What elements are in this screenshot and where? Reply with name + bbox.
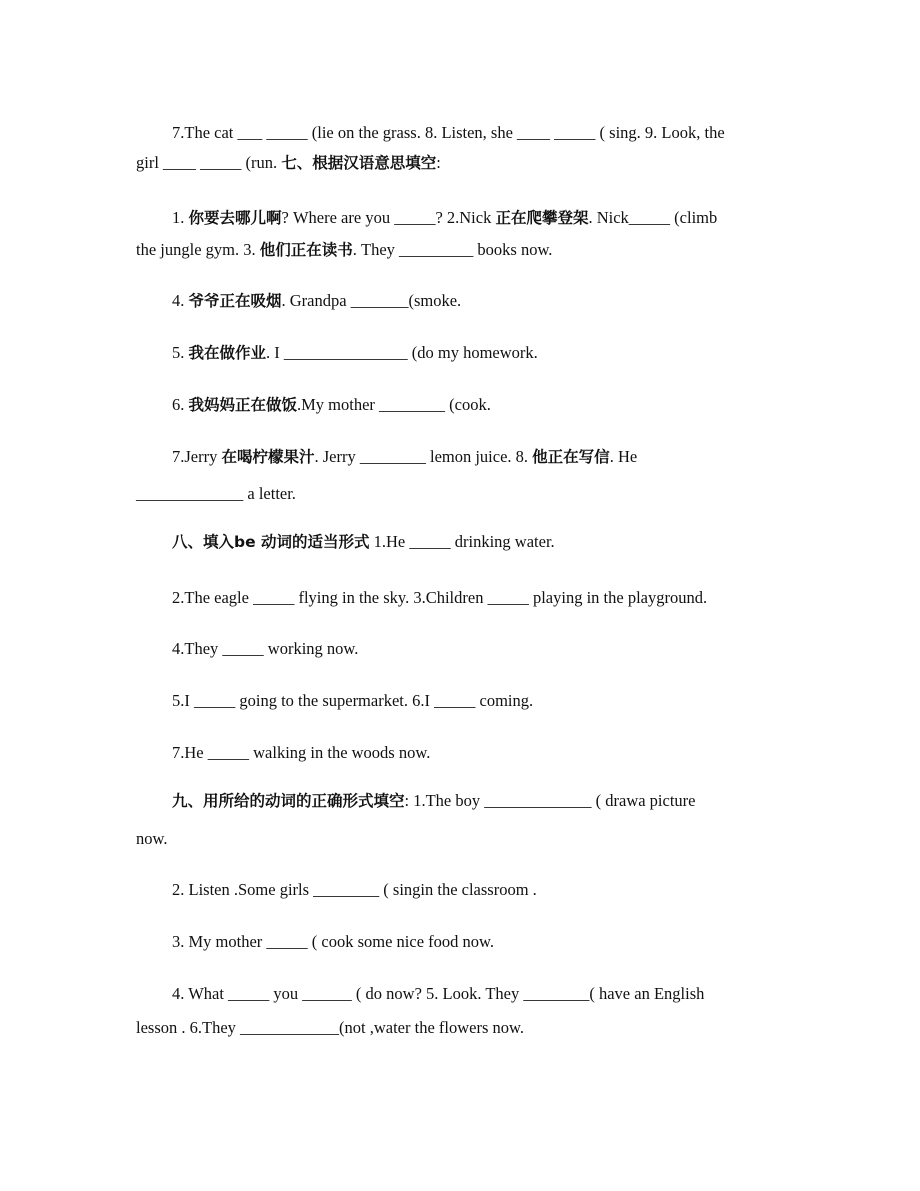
text-en: 4. What _____ you ______ ( do now? 5. Look. They ________( have an English xyxy=(172,984,705,1003)
text-en: 3. My mother _____ ( cook some nice food now. xyxy=(172,932,494,951)
exercise-line-8 xyxy=(172,449,637,466)
text-cn: 你要去哪儿啊 xyxy=(188,209,282,227)
text-en: . Jerry ________ lemon juice. 8. xyxy=(314,447,533,466)
exercise-line-18 xyxy=(172,934,494,951)
section-eight-heading: 八、填入be 动词的适当形式 xyxy=(172,533,370,551)
text-en: : 1.The boy _____________ ( drawa picture xyxy=(404,791,696,810)
text-en: . Nick_____ (climb xyxy=(588,208,718,227)
exercise-line-10 xyxy=(172,534,555,551)
text-en: . He xyxy=(609,447,638,466)
exercise-line-1 xyxy=(172,125,725,142)
exercise-line-17 xyxy=(172,882,537,899)
text-cn: 他正在写信 xyxy=(532,448,610,466)
text-cn: 他们正在读书 xyxy=(259,241,353,259)
text-en: 1.He _____ drinking water. xyxy=(369,532,555,551)
exercise-line-14 xyxy=(172,745,430,762)
text-en: 2.The eagle _____ flying in the sky. 3.Children _____ playing in the playground. xyxy=(172,588,708,607)
exercise-line-13 xyxy=(172,693,533,710)
text-en: 4. xyxy=(172,291,189,310)
text-en: . I _______________ (do my homework. xyxy=(266,343,538,362)
exercise-line-2 xyxy=(136,155,441,172)
text-en: _____________ a letter. xyxy=(136,484,296,503)
text-en: the jungle gym. 3. xyxy=(136,240,260,259)
text-cn: 爷爷正在吸烟 xyxy=(188,292,282,310)
text-en: 6. xyxy=(172,395,189,414)
exercise-line-12 xyxy=(172,641,358,658)
text-en: 7.Jerry xyxy=(172,447,222,466)
text-en: girl ____ _____ (run. xyxy=(136,153,282,172)
text-cn: 我在做作业 xyxy=(188,344,267,362)
text-en: lesson . 6.They ____________(not ,water the flowers now. xyxy=(136,1018,524,1037)
text-en: ? Where are you _____? 2.Nick xyxy=(281,208,496,227)
section-seven-heading: 七、根据汉语意思填空 xyxy=(281,154,437,172)
exercise-line-19 xyxy=(172,986,704,1003)
text-cn: 我妈妈正在做饭 xyxy=(188,396,298,414)
exercise-line-9 xyxy=(136,486,296,503)
text-cn: 正在爬攀登架 xyxy=(495,209,589,227)
text-en: 7.The cat ___ _____ (lie on the grass. 8. Listen, she ____ _____ ( sing. 9. Look, the xyxy=(172,123,725,142)
exercise-line-5 xyxy=(172,293,461,310)
text-en: : xyxy=(436,153,441,172)
section-nine-heading: 九、用所给的动词的正确形式填空 xyxy=(172,792,405,810)
exercise-line-4 xyxy=(136,242,552,259)
text-en: 5.I _____ going to the supermarket. 6.I _____ coming. xyxy=(172,691,534,710)
text-en: .My mother ________ (cook. xyxy=(297,395,491,414)
exercise-line-20 xyxy=(136,1020,524,1037)
text-en: 1. xyxy=(172,208,189,227)
exercise-line-3 xyxy=(172,210,717,227)
exercise-line-16 xyxy=(136,831,167,848)
exercise-line-15 xyxy=(172,793,696,810)
text-en: 2. Listen .Some girls ________ ( singin the classroom . xyxy=(172,880,537,899)
exercise-line-11 xyxy=(172,590,707,607)
text-en: . Grandpa _______(smoke. xyxy=(281,291,462,310)
text-en: now. xyxy=(136,829,168,848)
text-en: 7.He _____ walking in the woods now. xyxy=(172,743,431,762)
text-cn: 在喝柠檬果汁 xyxy=(221,448,315,466)
exercise-line-7 xyxy=(172,397,491,414)
text-en: . They _________ books now. xyxy=(352,240,553,259)
exercise-line-6 xyxy=(172,345,538,362)
text-en: 4.They _____ working now. xyxy=(172,639,359,658)
text-en: 5. xyxy=(172,343,189,362)
